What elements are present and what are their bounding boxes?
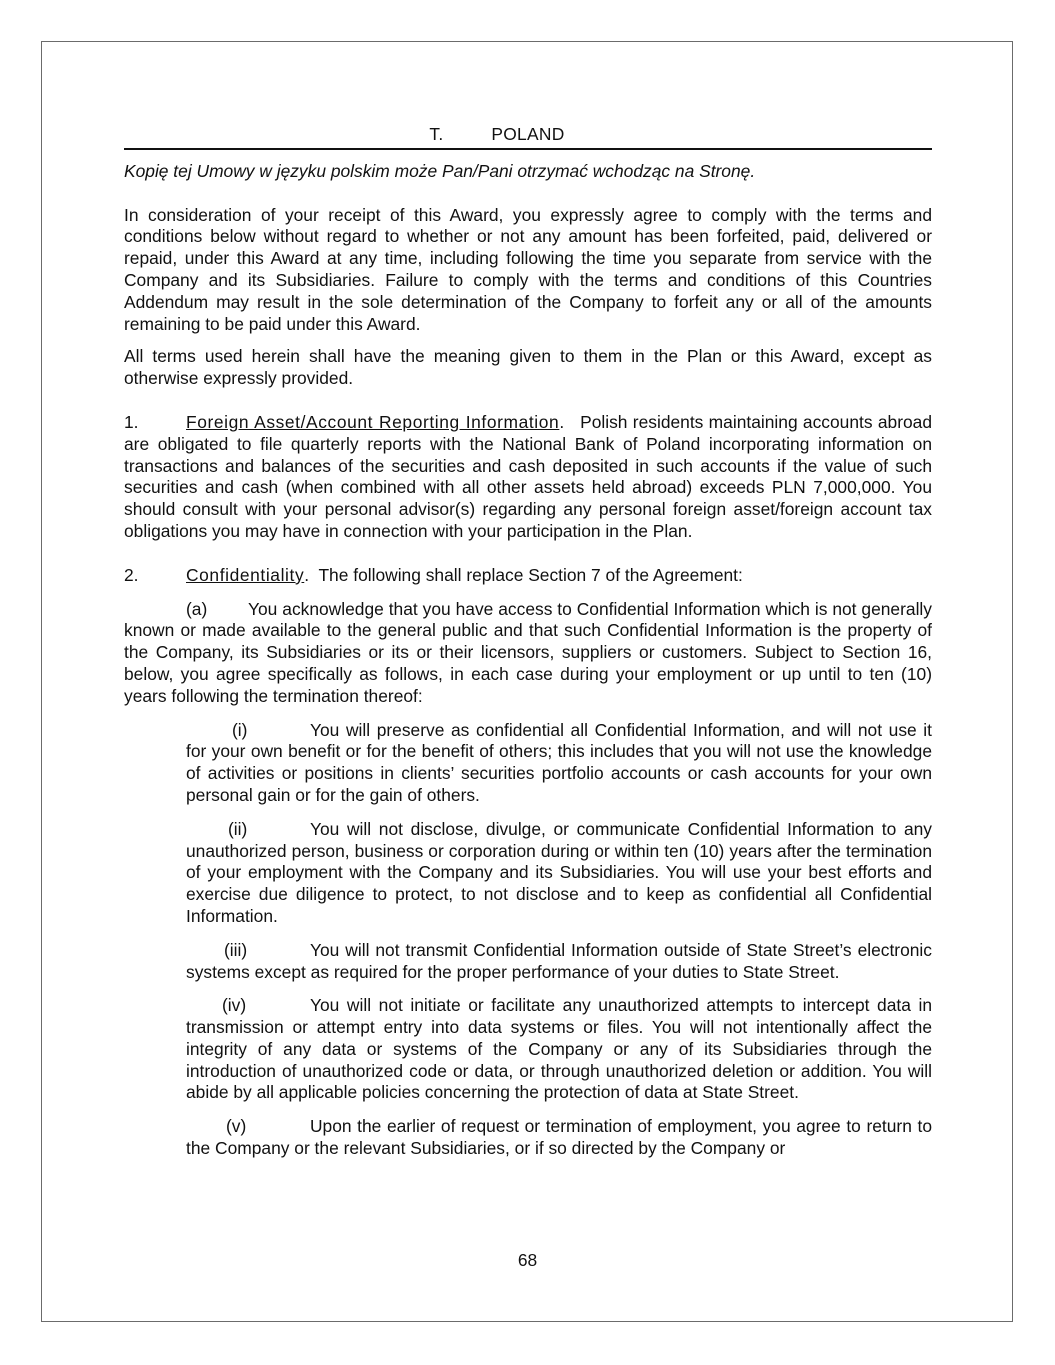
clause-v-label: (v): [226, 1116, 247, 1137]
section-heading: [124, 124, 932, 150]
clause-v-paragraph: [186, 1116, 932, 1160]
page-number: 68: [517, 1250, 538, 1270]
clause-ii-text: You will not disclose, divulge, or communicate Confidential Information to any unauthorized person, business or corporation during or within ten (10) years after the termination of your employment with the Company and its Subsidiaries. You will use your best efforts and exercise due diligence to protect, to not disclose and to keep as confidential all Confidential Information.: [186, 818, 932, 926]
item-2-number: 2.: [124, 564, 139, 585]
clause-a-label: (a): [186, 598, 208, 619]
clause-iv-label: (iv): [222, 995, 247, 1016]
clause-v-text: Upon the earlier of request or termination of employment, you agree to return to the Company or the relevant Subsidiaries, or if so directed by the Company or: [186, 1116, 932, 1159]
intro-paragraph-1: In consideration of your receipt of this Award, you expressly agree to comply with the terms and conditions below without regard to whether or not any amount has been forfeited, paid, delivered or repaid, under this Award at any time, including following the time you separate from service with the Company and its Subsidiaries. Failure to comply with the terms and conditions of this Countries Addendum may result in the sole determination of the Company to forfeit any or all of the amounts remaining to be paid under this Award.: [124, 204, 932, 334]
polish-translation-note: Kopię tej Umowy w języku polskim może Pan/Pani otrzymać wchodząc na Stronę.: [124, 160, 756, 181]
section-title: POLAND: [491, 124, 565, 144]
document-body: [124, 124, 932, 1160]
item-1-number: 1.: [124, 411, 139, 432]
clause-i-text: You will preserve as confidential all Confidential Information, and will not use it for your own benefit or for the benefit of others; this includes that you will not use the knowledge of activities or positions in clients’ securities portfolio accounts or cash accounts for your own personal gain or for the gain of others.: [186, 719, 932, 805]
clause-i-paragraph: [186, 720, 932, 807]
item-1-text: Polish residents maintaining accounts abroad are obligated to file quarterly reports with the National Bank of Poland incorporating information on transactions and balances of the securities and cash deposited in such accounts if the value of such securities and cash (when combined with all other assets held abroad) exceeds PLN 7,000,000. You should consult with your personal advisor(s) regarding any personal foreign asset/foreign account tax obligations you may have in connection with your participation in the Plan.: [124, 411, 932, 541]
item-2-title: Confidentiality: [186, 564, 305, 585]
clause-iii-label: (iii): [224, 939, 248, 960]
clause-iv-text: You will not initiate or facilitate any unauthorized attempts to intercept data in transmission or attempt entry into data systems or files. You will not intentionally affect the integrity of any data or systems of the Company or any of its Subsidiaries through the introduction of unauthorized code or data, or through unauthorized deletion or addition. You will abide by all applicable policies concerning the protection of data at State Street.: [186, 995, 932, 1103]
item-1-title: Foreign Asset/Account Reporting Information: [186, 411, 560, 432]
intro-paragraph-2: All terms used herein shall have the meaning given to them in the Plan or this Award, except as otherwise expressly provided.: [124, 346, 932, 389]
item-2-paragraph: 2. Confidentiality. The following shall replace Section 7 of the Agreement:: [124, 564, 743, 585]
clause-iii-text: You will not transmit Confidential Information outside of State Street’s electronic systems except as required for the proper performance of your duties to State Street.: [186, 939, 932, 982]
section-letter: T.: [429, 124, 444, 144]
clause-a-text: You acknowledge that you have access to Confidential Information which is not generally known or made available to the general public and that such Confidential Information is the property of the Company, its Subsidiaries or its or their licensors, suppliers or customers. Subject to Section 16, below, you agree specifically as follows, in each case during your employment or up until to ten (10) years following the termination thereof:: [124, 598, 932, 706]
clause-iii-paragraph: [186, 940, 932, 984]
clause-ii-label: (ii): [228, 818, 248, 839]
clause-ii-paragraph: [186, 819, 932, 928]
clause-a-paragraph: [124, 599, 932, 708]
clause-i-label: (i): [232, 719, 248, 740]
clause-iv-paragraph: [186, 995, 932, 1104]
item-2-text: The following shall replace Section 7 of the Agreement:: [318, 564, 743, 585]
item-1-paragraph: 1. Foreign Asset/Account Reporting Information. Polish residents maintaining accounts abroad are obligated to file quarterly reports with the National Bank of Poland incorporating information on transactions and balances of the securities and cash deposited in such accounts if the value of such securities and cash (when combined with all other assets held abroad) exceeds PLN 7,000,000. You should consult with your personal advisor(s) regarding any personal foreign asset/foreign account tax obligations you may have in connection with your participation in the Plan.: [124, 411, 932, 541]
